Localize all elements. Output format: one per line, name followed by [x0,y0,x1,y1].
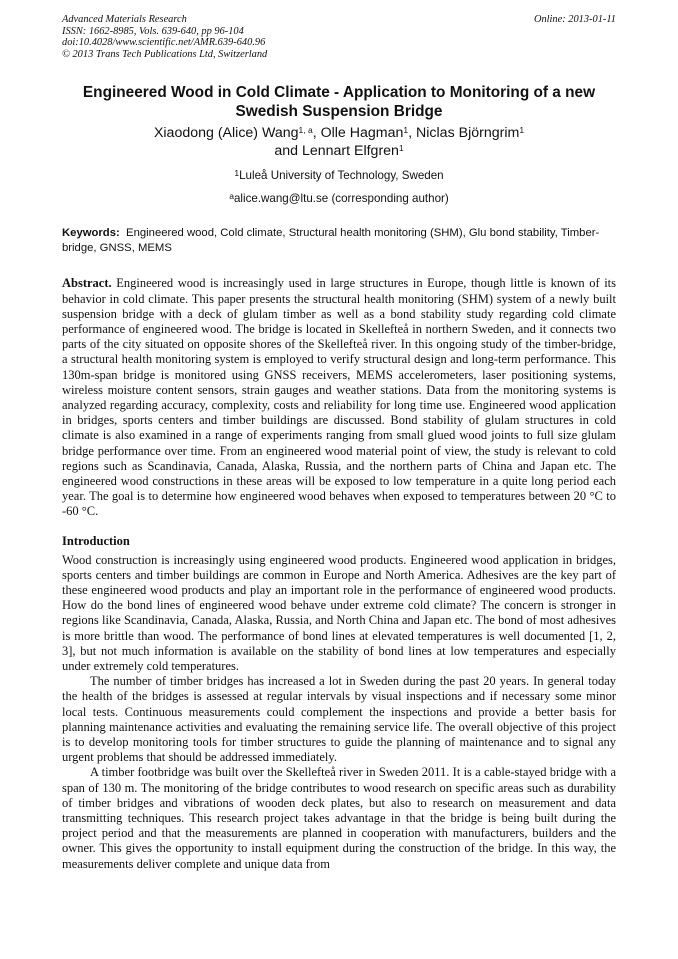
intro-paragraph-2: The number of timber bridges has increased a lot in Sweden during the past 20 years. In general today the health of the bridges is assessed at regular intervals by visual inspections and if necessary some minor local tests. Continuous measurements could complement the inspections and provide a better basis for planning maintenance activities and evaluating the remaining service life. The overall objective of this project is to develop monitoring tools for timber structures to guide the planning of maintenance and to signal any urgent problems that should be addressed immediately. [62,674,616,765]
author-affiliation-mark: 1 [398,143,404,154]
issn-line: ISSN: 1662-8985, Vols. 639-640, pp 96-104 [62,25,244,37]
author-affiliation-mark: 1, a [298,125,313,136]
keywords [62,226,616,256]
paper-page [62,14,616,872]
abstract-label: Abstract. [62,276,112,291]
author-conjunction: and [274,143,298,160]
paper-title: Engineered Wood in Cold Climate - Application to Monitoring of a new Swedish Suspension Bridge [82,84,596,121]
affiliation-mark: a [229,191,234,202]
journal-name: Advanced Materials Research [62,14,187,25]
author-name: Olle Hagman [320,125,404,142]
affiliation-email [62,192,616,206]
journal-header [62,14,616,60]
online-date: Online: 2013-01-11 [533,14,616,25]
affiliation-university [62,169,616,183]
author-name: Xiaodong (Alice) Wang [153,125,299,142]
keywords-label: Keywords: [62,227,120,240]
affiliation-mark: 1 [234,168,240,179]
introduction-heading: Introduction [62,533,130,548]
abstract-text: Engineered wood is increasingly used in large structures in Europe, though little is known of its behavior in cold climate. This paper presents the structural health monitoring (SHM) system of a newly built suspension bridge with a deck of glulam timber as well as a bond stability study regarding cold climate performance of engineered wood. The bridge is located in Skellefteå in northern Sweden, and it connects two parts of the city situated on opposite shores of the Skellefteå river. In this ongoing study of the timber-bridge, a structural health monitoring system is employed to verify structural design and long-term performance. This 130m-span bridge is monitored using GNSS receivers, MEMS accelerometers, laser positioning systems, wireless moisture content sensors, strain gauges and weather stations. Data from the monitoring systems is analyzed regarding accuracy, complexity, costs and reliability for long time use. Engineered wood application in bridges, sports centers and timber buildings are discussed. Bond stability of glulam structures in cold climate is also examined in a range of experiments ranging from small glued wood joints to full size glulam bridge performance over time. From an engineered wood material point of view, the study is relevant to cold regions such as Scandinavia, Canada, Alaska, Russia, and the northern parts of China and Japan etc. The engineered wood constructions in these areas will be exposed to low temperature in a quite long period each year. The goal is to determine how engineered wood behaves when exposed to temperatures between 20 °C to -60 °C. [62,276,617,519]
author-name: Lennart Elfgren [301,143,399,160]
keywords-text: Engineered wood, Cold climate, Structural health monitoring (SHM), Glu bond stability, Timber-bridge, GNSS, MEMS [62,227,600,255]
abstract [62,276,616,519]
author-affiliation-mark: 1 [519,125,525,136]
doi-line: doi:10.4028/www.scientific.net/AMR.639-640.96 [62,37,266,49]
author-list: Xiaodong (Alice) Wang$^{1, a}$, Olle Hagman$^1$, Niclas Björngrim$^1$ and Lennart Elfgren$^1$ [153,125,525,160]
intro-paragraph-3: A timber footbridge was built over the Skellefteå river in Sweden 2011. It is a cable-stayed bridge with a span of 130 m. The monitoring of the bridge contributes to wood research on specific areas such as durability of timber bridges and vibrations of wooden deck plates, but also to research on measurement and data transmitting techniques. This research project takes advantage in that the bridge is being built during the project period and that the measurements are planned in cooperation with manufacturers, builders and the owner. This gives the opportunity to install equipment during the construction of the bridge. In this way, the measurements deliver complete and unique data from [62,765,616,871]
author-affiliation-mark: 1 [403,125,409,136]
intro-paragraph-1: Wood construction is increasingly using engineered wood products. Engineered wood application in bridges, sports centers and timber buildings are common in Europe and North America. Adhesives are the key part of these engineered wood products and play an important role in the performance of engineered wood products. How do the bond lines of engineered wood behave under extreme cold climate? The concern is stronger in regions like Scandinavia, Canada, Alaska, Russia, and North China and Japan etc. The bond of most adhesives is more brittle than wood. The performance of bond lines at elevated temperatures is well documented [1, 2, 3], but not much information is available on the stability of bond lines at low temperatures and especially under extremely cold temperatures. [62,552,616,674]
copyright-line: © 2013 Trans Tech Publications Ltd, Switzerland [62,48,268,60]
email-text: alice.wang@ltu.se (corresponding author) [233,192,449,206]
author-name: Niclas Björngrim [416,125,520,142]
affiliation-text: Luleå University of Technology, Sweden [239,169,444,183]
